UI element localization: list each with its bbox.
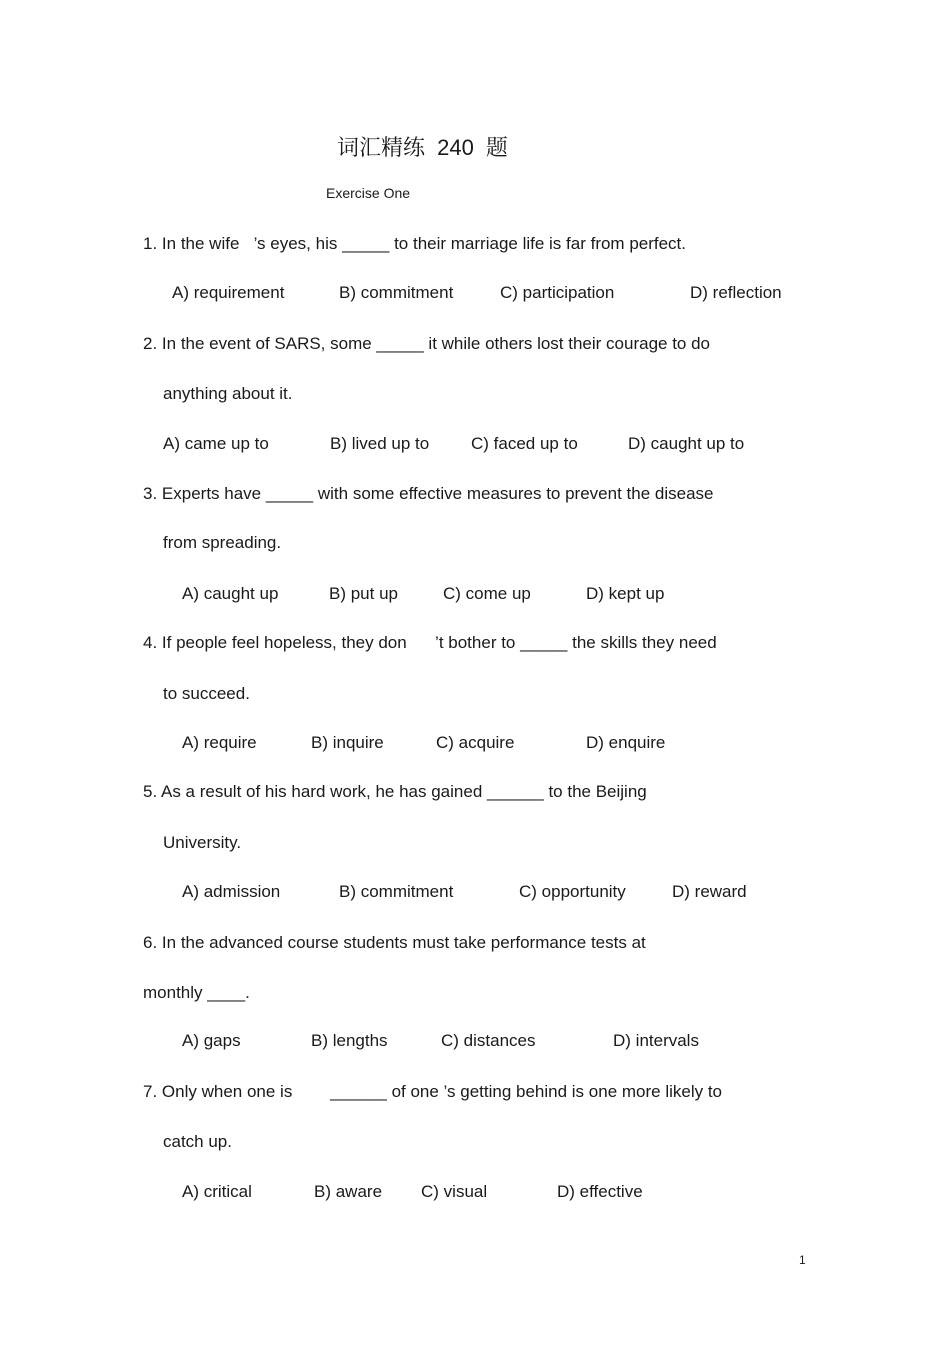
option-d: D) enquire: [586, 733, 666, 752]
question-stem-line: If people feel hopeless, they don ’t bother to _____ the skills they need: [161, 633, 717, 652]
page-number: 1: [799, 1253, 806, 1267]
option-c: C) visual: [421, 1182, 488, 1201]
option-c: C) faced up to: [471, 434, 578, 453]
option-a: A) caught up: [182, 584, 279, 603]
question-stem-line: In the wife ’s eyes, his _____ to their marriage life is far from perfect.: [161, 234, 687, 253]
document-title: 词汇精练 240 题: [337, 135, 508, 160]
question-number: 5.: [143, 782, 158, 801]
option-c: C) acquire: [436, 733, 515, 752]
option-b: B) aware: [314, 1182, 383, 1201]
question-stem-line: In the event of SARS, some _____ it while others lost their courage to do: [161, 334, 711, 353]
question-stem-continuation: from spreading.: [163, 533, 282, 552]
option-b: B) commitment: [339, 882, 454, 901]
question-stem-line: In the advanced course students must take performance tests at: [161, 933, 646, 952]
option-a: A) requirement: [172, 283, 285, 302]
option-a: A) gaps: [182, 1031, 241, 1050]
option-d: D) effective: [557, 1182, 643, 1201]
question-stem-continuation: monthly ____.: [143, 983, 250, 1002]
question-stem-line: As a result of his hard work, he has gained ______ to the Beijing: [160, 782, 647, 801]
option-a: A) admission: [182, 882, 281, 901]
option-d: D) reflection: [690, 283, 782, 302]
question-number: 1.: [143, 234, 158, 253]
question-stem-line: Only when one is ______ of one ’s getting behind is one more likely to: [161, 1082, 723, 1101]
option-c: C) opportunity: [519, 882, 626, 901]
question-stem-continuation: University.: [163, 833, 242, 852]
option-a: A) came up to: [163, 434, 269, 453]
option-a: A) critical: [182, 1182, 252, 1201]
question-stem-line: Experts have _____ with some effective measures to prevent the disease: [161, 484, 714, 503]
option-b: B) inquire: [311, 733, 384, 752]
option-d: D) caught up to: [628, 434, 745, 453]
question-number: 6.: [143, 933, 158, 952]
question-stem-continuation: to succeed.: [163, 684, 250, 703]
option-d: D) reward: [672, 882, 747, 901]
question-number: 3.: [143, 484, 158, 503]
question-number: 7.: [143, 1082, 158, 1101]
question-number: 2.: [143, 334, 158, 353]
option-b: B) put up: [329, 584, 398, 603]
question-number: 4.: [143, 633, 158, 652]
option-b: B) commitment: [339, 283, 454, 302]
option-c: C) come up: [443, 584, 531, 603]
option-d: D) kept up: [586, 584, 665, 603]
question-stem-continuation: catch up.: [163, 1132, 232, 1151]
exercise-subtitle: Exercise One: [326, 185, 411, 201]
option-b: B) lived up to: [330, 434, 430, 453]
option-c: C) distances: [441, 1031, 536, 1050]
option-c: C) participation: [500, 283, 615, 302]
option-a: A) require: [182, 733, 257, 752]
question-stem-continuation: anything about it.: [163, 384, 293, 403]
option-d: D) intervals: [613, 1031, 699, 1050]
option-b: B) lengths: [311, 1031, 388, 1050]
